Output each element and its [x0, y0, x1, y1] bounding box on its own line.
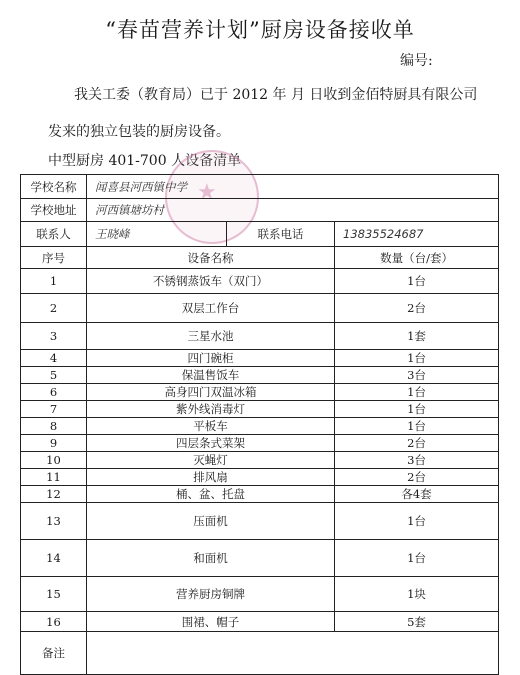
contact-value: 王晓峰 [87, 222, 227, 247]
school-name-label: 学校名称 [21, 175, 87, 199]
table-row: 12 桶、盆、托盘 各4套 [21, 486, 499, 503]
receipt-statement-line-1: 我关工委（教育局）已于 2012 年 月 日收到金佰特厨具有限公司 [74, 87, 478, 103]
school-address-row [21, 199, 499, 222]
table-row: 9 四层条式菜架 2台 [21, 435, 499, 452]
school-name-row [21, 175, 499, 199]
table-row: 4 四门碗柜 1台 [21, 350, 499, 367]
table-row: 2 双层工作台 2台 [21, 294, 499, 323]
table-row: 15 营养厨房铜牌 1块 [21, 577, 499, 612]
remark-label: 备注 [21, 632, 87, 675]
school-address-label: 学校地址 [21, 199, 87, 222]
remark-value [87, 632, 499, 675]
table-row: 5 保温售饭车 3台 [21, 367, 499, 384]
equipment-list-subtitle: 中型厨房 401-700 人设备清单 [48, 153, 242, 169]
table-row: 11 排风扇 2台 [21, 469, 499, 486]
table-row: 7 紫外线消毒灯 1台 [21, 401, 499, 418]
document-title: “春苗营养计划”厨房设备接收单 [105, 18, 415, 42]
contact-row [21, 222, 499, 247]
remark-row [21, 632, 499, 675]
phone-label: 联系电话 [227, 222, 335, 247]
table-row: 6 高身四门双温冰箱 1台 [21, 384, 499, 401]
header-qty: 数量（台/套） [335, 247, 499, 269]
table-row: 1 不锈钢蒸饭车（双门） 1台 [21, 269, 499, 294]
header-name: 设备名称 [87, 247, 335, 269]
phone-value: 13835524687 [335, 222, 499, 247]
contact-label: 联系人 [21, 222, 87, 247]
equipment-table [20, 174, 499, 675]
receipt-statement-line-2: 发来的独立包装的厨房设备。 [48, 124, 230, 140]
table-row: 3 三星水池 1套 [21, 323, 499, 350]
serial-number-label: 编号: [400, 53, 433, 69]
table-row: 8 平板车 1台 [21, 418, 499, 435]
school-name-value: 闻喜县河西镇中学 [87, 175, 499, 199]
school-address-value: 河西镇塘坊村 [87, 199, 499, 222]
table-row: 16 围裙、帽子 5套 [21, 612, 499, 632]
table-row: 10 灭蝇灯 3台 [21, 452, 499, 469]
header-no: 序号 [21, 247, 87, 269]
seal-star-icon: ★ [197, 180, 217, 205]
table-row: 14 和面机 1台 [21, 540, 499, 577]
table-row: 13 压面机 1台 [21, 503, 499, 540]
header-row [21, 247, 499, 269]
